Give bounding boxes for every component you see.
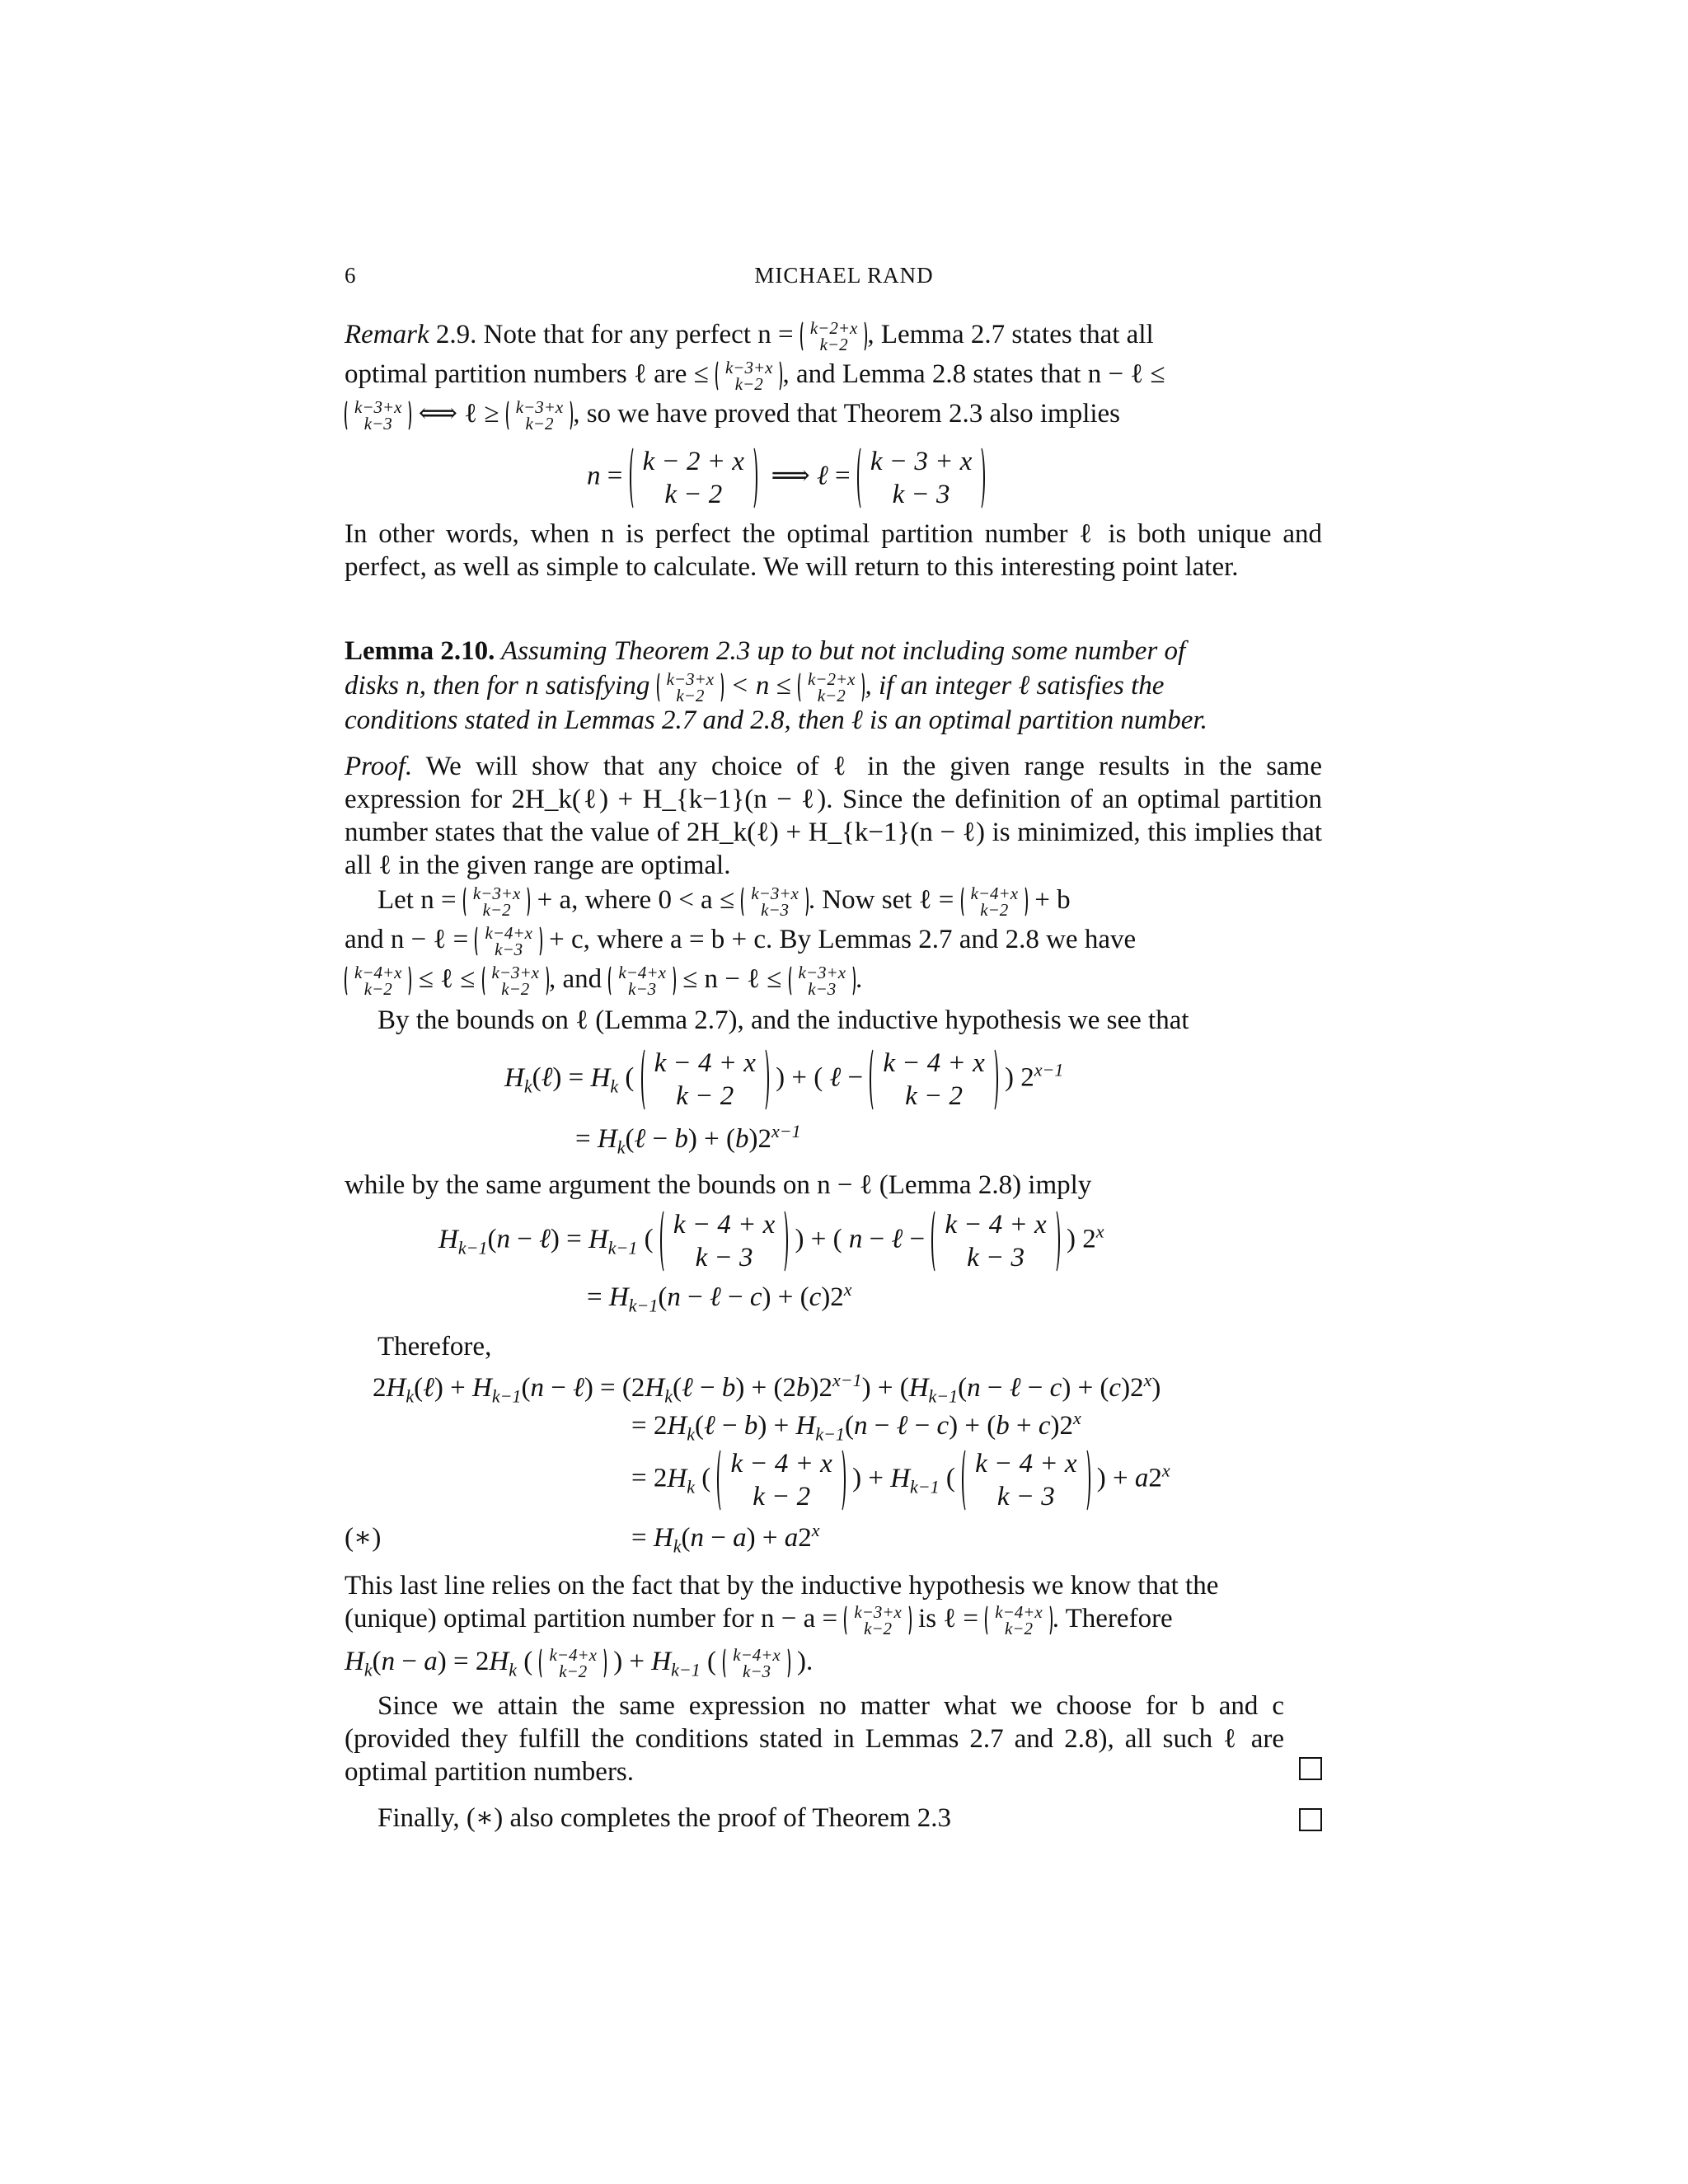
remark-text: optimal partition numbers ℓ are ≤	[345, 359, 715, 389]
remark-line-1	[345, 318, 1322, 353]
binomial: k−4+x k−2	[345, 964, 411, 997]
page-number: 6	[345, 263, 357, 288]
lemma-text: , if an integer ℓ satisfies the	[865, 671, 1165, 701]
proof-line-5: Therefore,	[377, 1332, 492, 1361]
binomial: k − 3 + x k − 3	[857, 445, 985, 511]
proof-text: + a, where 0 < a ≤	[530, 885, 742, 915]
binomial: k−3+x k−2	[844, 1604, 911, 1637]
equation-chain-line-3: = $2H_k$ ( k − 4 + x k − 2 ) + $H_{k-1}$ ( k − 4 + x k − 3 ) + $a2^x$	[631, 1449, 1170, 1511]
binomial: k−3+x k−2	[463, 885, 530, 918]
proof-text: (unique) optimal partition number for n − a =	[345, 1604, 845, 1633]
equation-hk1-line-2: = $H_{k-1}(n$ − ℓ − $c) + (c)2^x$	[587, 1279, 852, 1316]
proof-line-let	[345, 883, 1355, 921]
proof-text: . Now set ℓ =	[808, 885, 961, 915]
remark-conclusion: In other words, when n is perfect the optimal partition number ℓ is both unique and perfect, as well as simple to calculate. We will return to this interesting point later.	[345, 519, 1322, 582]
binomial: k−2+x k−2	[798, 671, 865, 704]
proof-line-6a: This last line relies on the fact that by the inductive hypothesis we know that the	[345, 1571, 1219, 1601]
binomial: k−4+x k−3	[475, 925, 542, 958]
binomial: k − 4 + x k − 3	[660, 1208, 788, 1274]
binomial: k−4+x k−3	[608, 964, 675, 997]
binomial: k−4+x k−2	[985, 1604, 1052, 1637]
binomial: k−4+x k−3	[723, 1647, 790, 1680]
proof-line-4: while by the same argument the bounds on n − ℓ (Lemma 2.8) imply	[345, 1170, 1092, 1200]
equation-chain-line-4: = $H_k(n - a) + a2^x$	[631, 1520, 820, 1557]
remark-text: , Lemma 2.7 states that all	[867, 320, 1154, 349]
binomial: k−3+x k−2	[657, 671, 724, 704]
binomial: k − 4 + x k − 3	[962, 1447, 1090, 1513]
proof-text: is ℓ =	[911, 1604, 986, 1633]
binomial: k−3+x k−2	[506, 399, 573, 432]
proof-line-6c: $H_k(n - a) = 2H_k$ ( k−4+x k−2 ) + $H_{k-1}$ ( k−4+x k−3 ).	[345, 1645, 814, 1682]
binomial: k − 4 + x k − 2	[870, 1047, 997, 1113]
proof-line-bounds: k−4+x k−2 ≤ ℓ ≤ k−3+x k−2 , and k−4+x k−3 ≤ n − ℓ ≤ k−3+x k−3 .	[345, 963, 1322, 997]
remark-text: ⟺ ℓ ≥	[411, 399, 506, 429]
equation-chain-line-2: = $2H_k(\ell - b) + H_{k-1}(n$ − ℓ − $c) + (b + c)2^x$	[631, 1408, 1081, 1445]
lemma-line-2	[345, 669, 1322, 704]
lemma-line-1	[345, 635, 1322, 668]
equation-chain-line-1: $2H_k(\ell) + H_{k-1}(n$ − ℓ) = $(2H_k(\ell - b) + (2b)2^{x-1}) + (H_{k-1}(n$ − ℓ − $c) + (c)2^x$)	[373, 1370, 1161, 1407]
remark-label: Remark	[345, 320, 429, 349]
star-label: (∗)	[345, 1523, 382, 1553]
remark-text: , and Lemma 2.8 states that n − ℓ ≤	[782, 359, 1165, 389]
binomial: k−3+x k−3	[345, 399, 411, 432]
running-title: MICHAEL RAND	[754, 263, 934, 288]
binomial: k − 4 + x k − 2	[641, 1047, 769, 1113]
proof-text: ≤ ℓ ≤	[411, 964, 482, 994]
lemma-text: disks n, then for n satisfying	[345, 671, 657, 701]
binomial: k − 2 + x k − 2	[630, 445, 757, 511]
proof-text: Let n =	[377, 885, 463, 915]
binomial: k−4+x k−2	[539, 1647, 606, 1680]
equation-hk1-line-1: $H_{k-1}(n$ − ℓ) = $H_{k-1}$ ( k − 4 + x k − 3 ) + ( n − ℓ − k − 4 + x k − 3 ) 2$^x$	[438, 1210, 1104, 1272]
binomial: k−3+x k−3	[741, 885, 808, 918]
lemma-line-3: conditions stated in Lemmas 2.7 and 2.8, then ℓ is an optimal partition number.	[345, 705, 1207, 735]
binomial: k − 4 + x k − 3	[931, 1208, 1059, 1274]
proof-text: + c, where a = b + c. By Lemmas 2.7 and 2.8 we have	[542, 925, 1137, 954]
proof-text: and n − ℓ =	[345, 925, 476, 954]
proof-text: , and	[549, 964, 609, 994]
equation-hk-line-2: = $H_k(\ell - b) + (b)2^{x-1}$	[575, 1121, 801, 1158]
final-line: Finally, (∗) also completes the proof of Theorem 2.3	[377, 1803, 952, 1833]
remark-text: , so we have proved that Theorem 2.3 also implies	[573, 399, 1121, 429]
binomial: k − 4 + x k − 2	[717, 1447, 845, 1513]
qed-box	[1299, 1808, 1322, 1831]
display-equation-perfect: n = k − 2 + x k − 2 ⟹ ℓ = k − 3 + x k − 3	[587, 445, 985, 511]
proof-label: Proof.	[345, 752, 413, 781]
proof-line-6b	[345, 1602, 1322, 1637]
proof-paragraph-7: Since we attain the same expression no matter what we choose for b and c (provided they fulfill the conditions stated in Lemmas 2.7 and 2.8), all such ℓ are optimal partition numbers.	[345, 1691, 1284, 1787]
binomial: k−3+x k−3	[789, 964, 856, 997]
proof-line-and	[345, 923, 1322, 958]
remark-line-2	[345, 358, 1322, 395]
proof-line-3: By the bounds on ℓ (Lemma 2.7), and the inductive hypothesis we see that	[377, 1005, 1189, 1035]
proof-text: We will show that any choice of ℓ in the given range results in the same expression for 2H_k(ℓ) + H_{k−1}(n − ℓ). Since the definition of an optimal partition number states that the value of 2H_k(ℓ) + H_{k−1}(n − ℓ) is minimized, this implies that all ℓ in the given range are optimal.	[345, 752, 1323, 880]
lemma-label: Lemma 2.10.	[345, 636, 495, 666]
remark-number: 2.9.	[435, 320, 477, 349]
binomial: k−4+x k−2	[961, 885, 1028, 918]
equation-hk-line-1: $H_k(\ell) = H_k$ ( k − 4 + x k − 2 ) + ( ℓ − k − 4 + x k − 2 ) $2^{x-1}$	[504, 1048, 1064, 1111]
remark-text: Note that for any perfect n =	[483, 320, 800, 349]
proof-paragraph-1	[345, 750, 1322, 882]
lemma-text: < n ≤	[724, 671, 798, 701]
remark-line-3	[345, 397, 1322, 432]
proof-text: + b	[1028, 885, 1071, 915]
binomial: k−3+x k−2	[482, 964, 549, 997]
qed-box	[1299, 1757, 1322, 1780]
proof-text: ≤ n − ℓ ≤	[675, 964, 789, 994]
proof-text: . Therefore	[1052, 1604, 1173, 1633]
lemma-text: Assuming Theorem 2.3 up to but not including some number of	[501, 636, 1186, 666]
binomial: k−3+x k−2	[715, 359, 782, 392]
binomial: k−2+x k−2	[800, 320, 867, 353]
